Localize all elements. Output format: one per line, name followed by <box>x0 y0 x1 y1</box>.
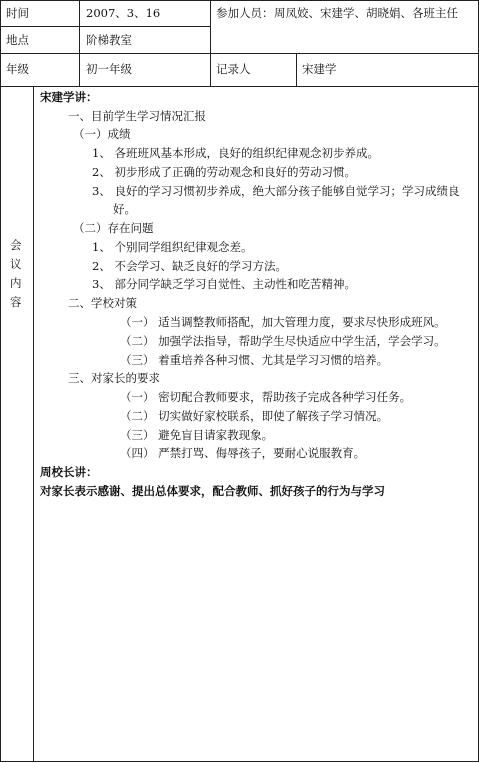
col-divider-2 <box>210 0 211 86</box>
section-1-sub-2-item-1: 1、 个别同学组织纪律观念差。 <box>92 240 253 254</box>
principal-remarks: 对家长表示感谢、提出总体要求，配合教师、抓好孩子的行为与学习 <box>40 484 385 498</box>
table-border-top <box>0 0 479 1</box>
section-3-item-3: （三） 避免盲目请家教现象。 <box>120 428 274 442</box>
section-3-title: 三、对家长的要求 <box>68 371 160 385</box>
content-label-char-1: 会 <box>10 238 22 252</box>
time-value: 2007、3、16 <box>86 6 161 20</box>
col-divider-content <box>33 86 34 762</box>
grade-value: 初一年级 <box>86 62 132 76</box>
table-border-left <box>0 0 1 762</box>
row-divider-1 <box>0 26 210 27</box>
section-2-item-2: （二） 加强学法指导，帮助学生尽快适应中学生活，学会学习。 <box>120 334 446 348</box>
time-label: 时间 <box>6 6 29 20</box>
table-border-bottom <box>0 761 479 762</box>
place-label: 地点 <box>6 33 29 47</box>
section-3-item-1: （一） 密切配合教师要求，帮助孩子完成各种学习任务。 <box>120 390 412 404</box>
content-label-char-2: 议 <box>10 257 22 271</box>
col-divider-1 <box>79 0 80 86</box>
participants-value: 周凤姣、宋建学、胡晓娟、各班主任 <box>274 6 458 20</box>
speaker-song: 宋建学讲： <box>40 90 98 104</box>
section-3-item-2: （二） 切实做好家校联系，即使了解孩子学习情况。 <box>120 409 389 423</box>
section-1-title: 一、目前学生学习情况汇报 <box>68 109 206 123</box>
section-3-item-4: （四） 严禁打骂、侮辱孩子，要耐心说服教育。 <box>120 446 366 460</box>
section-1-sub-2-item-2: 2、 不会学习、缺乏良好的学习方法。 <box>92 259 287 273</box>
section-2-title: 二、学校对策 <box>68 296 137 310</box>
section-2-item-3: （三） 着重培养各种习惯、尤其是学习习惯的培养。 <box>120 353 389 367</box>
content-label-char-4: 容 <box>10 295 22 309</box>
place-value: 阶梯教室 <box>86 33 132 47</box>
grade-label: 年级 <box>6 62 29 76</box>
participants-label: 参加人员： <box>216 6 274 20</box>
recorder-label: 记录人 <box>216 62 251 76</box>
section-1-sub-1: （一）成绩 <box>73 127 131 141</box>
speaker-principal: 周校长讲： <box>40 465 98 479</box>
recorder-value: 宋建学 <box>302 62 337 76</box>
row-divider-3 <box>0 86 479 87</box>
col-divider-3 <box>296 53 297 86</box>
section-1-sub-1-item-1: 1、 各班班风基本形成，良好的组织纪律观念初步养成。 <box>92 146 379 160</box>
section-1-sub-2-item-3: 3、 部分同学缺乏学习自觉性、主动性和吃苦精神。 <box>92 277 356 291</box>
section-1-sub-2: （二）存在问题 <box>73 221 154 235</box>
content-label-char-3: 内 <box>10 276 22 290</box>
row-divider-2 <box>0 53 479 54</box>
section-1-sub-1-item-2: 2、 初步形成了正确的劳动观念和良好的劳动习惯。 <box>92 165 356 179</box>
section-1-sub-1-item-3: 3、 良好的学习习惯初步养成，绝大部分孩子能够自觉学习；学习成绩良好。 <box>92 184 460 216</box>
section-2-item-1: （一） 适当调整教师搭配，加大管理力度，要求尽快形成班风。 <box>120 315 446 329</box>
